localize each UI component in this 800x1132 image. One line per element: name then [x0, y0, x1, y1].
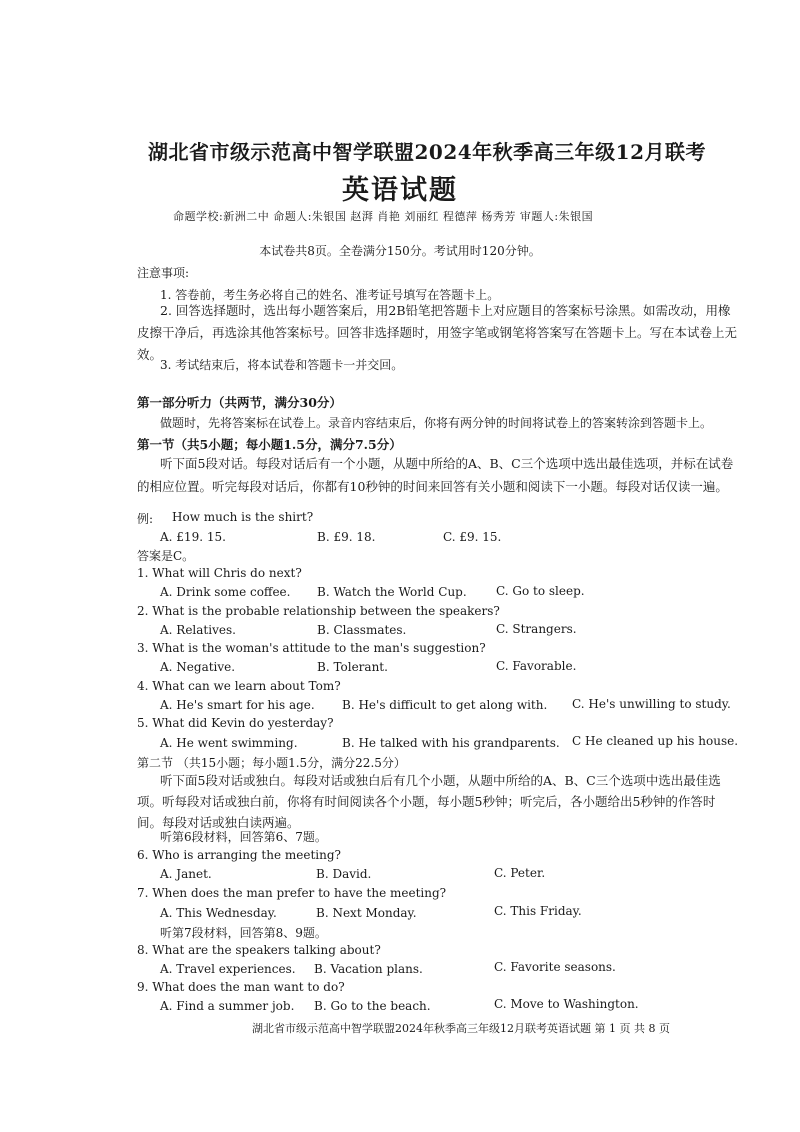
option-a: A. He's smart for his age.	[160, 698, 315, 712]
option-a: A. Travel experiences.	[160, 962, 296, 976]
question: 6. Who is arranging the meeting?	[137, 848, 341, 862]
section1-heading: 第一节（共5小题；每小题1.5分，满分7.5分）	[137, 437, 402, 452]
example-option-b: B. £9. 18.	[317, 530, 376, 544]
option-c: C. Strangers.	[496, 622, 577, 636]
part1-heading: 第一部分听力（共两节，满分30分）	[137, 395, 342, 410]
example-question: How much is the shirt?	[172, 510, 314, 524]
option-b: B. Classmates.	[317, 623, 407, 637]
notes-heading: 注意事项:	[137, 266, 190, 280]
option-b: B. Go to the beach.	[314, 999, 431, 1013]
option-b: B. Watch the World Cup.	[317, 585, 467, 599]
option-c: C. Peter.	[494, 866, 546, 880]
note-item: 3. 考试结束后，将本试卷和答题卡一并交回。	[160, 358, 404, 372]
question: 3. What is the woman's attitude to the man's suggestion?	[137, 641, 486, 655]
note-item: 1. 答卷前，考生务必将自己的姓名、准考证号填写在答题卡上。	[160, 288, 500, 302]
page-footer: 湖北省市级示范高中智学联盟2024年秋季高三年级12月联考英语试题 第 1 页 共 8 页	[252, 1022, 670, 1035]
section1-instruction: 听下面5段对话。每段对话后有一个小题，从题中所给的A、B、C三个选项中选出最佳选项，并标在试卷的相应位置。听完每段对话后，你都有10秒钟的时间来回答有关小题和阅读下一小题。每段对话仅读一遍。	[137, 456, 734, 494]
option-c: C. He's unwilling to study.	[572, 697, 731, 711]
question: 8. What are the speakers talking about?	[137, 943, 381, 957]
subject-title: 英语试题	[342, 175, 458, 206]
material-7-note: 听第7段材料，回答第8、9题。	[160, 926, 327, 940]
question: 7. When does the man prefer to have the meeting?	[137, 886, 447, 900]
section2-heading: 第二节 （共15小题；每小题1.5分，满分22.5分）	[137, 756, 406, 770]
exam-title: 湖北省市级示范高中智学联盟2024年秋季高三年级12月联考	[148, 140, 706, 164]
option-b: B. He talked with his grandparents.	[342, 736, 560, 750]
option-c: C. Favorite seasons.	[494, 960, 616, 974]
option-c: C. This Friday.	[494, 904, 582, 918]
option-b: B. Vacation plans.	[314, 962, 423, 976]
option-c: C. Go to sleep.	[496, 584, 585, 598]
option-c: C He cleaned up his house.	[572, 734, 739, 748]
example-label: 例:	[137, 512, 154, 526]
option-a: A. Drink some coffee.	[160, 585, 291, 599]
example-answer: 答案是C。	[137, 549, 195, 563]
authors-line: 命题学校:新洲二中 命题人:朱银国 赵湃 肖艳 刘丽红 程德萍 杨秀芳 审题人:朱银国	[173, 210, 594, 223]
example-option-c: C. £9. 15.	[443, 530, 502, 544]
option-c: C. Favorable.	[496, 659, 577, 673]
note-item: 2. 回答选择题时，选出每小题答案后，用2B铅笔把答题卡上对应题目的答案标号涂黑。如需改动，用橡皮擦干净后，再选涂其他答案标号。回答非选择题时，用签字笔或钢笔将答案写在答题卡上。写在本试卷上无效。	[137, 303, 738, 362]
question: 9. What does the man want to do?	[137, 980, 345, 994]
material-6-note: 听第6段材料，回答第6、7题。	[160, 830, 327, 844]
option-b: B. David.	[316, 867, 372, 881]
option-c: C. Move to Washington.	[494, 997, 639, 1011]
question: 2. What is the probable relationship between the speakers?	[137, 604, 500, 618]
option-b: B. He's difficult to get along with.	[342, 698, 548, 712]
option-b: B. Next Monday.	[316, 906, 417, 920]
option-b: B. Tolerant.	[317, 660, 388, 674]
part1-instruction: 做题时，先将答案标在试卷上。录音内容结束后，你将有两分钟的时间将试卷上的答案转涂到答题卡上。	[160, 416, 713, 430]
option-a: A. Janet.	[160, 867, 212, 881]
option-a: A. This Wednesday.	[160, 906, 277, 920]
example-option-a: A. £19. 15.	[160, 530, 226, 544]
option-a: A. He went swimming.	[160, 736, 298, 750]
section2-instruction: 听下面5段对话或独白。每段对话或独白后有几个小题，从题中所给的A、B、C三个选项中选出最佳选项。听每段对话或独白前，你将有时间阅读各个小题，每小题5秒钟；听完后，各小题给出5秒钟的作答时间。每段对话或独白读两遍。	[137, 773, 721, 830]
question: 5. What did Kevin do yesterday?	[137, 716, 334, 730]
question: 1. What will Chris do next?	[137, 566, 302, 580]
option-a: A. Negative.	[160, 660, 236, 674]
option-a: A. Relatives.	[160, 623, 236, 637]
exam-info: 本试卷共8页。全卷满分150分。考试用时120分钟。	[259, 244, 541, 258]
option-a: A. Find a summer job.	[160, 999, 295, 1013]
question: 4. What can we learn about Tom?	[137, 679, 341, 693]
